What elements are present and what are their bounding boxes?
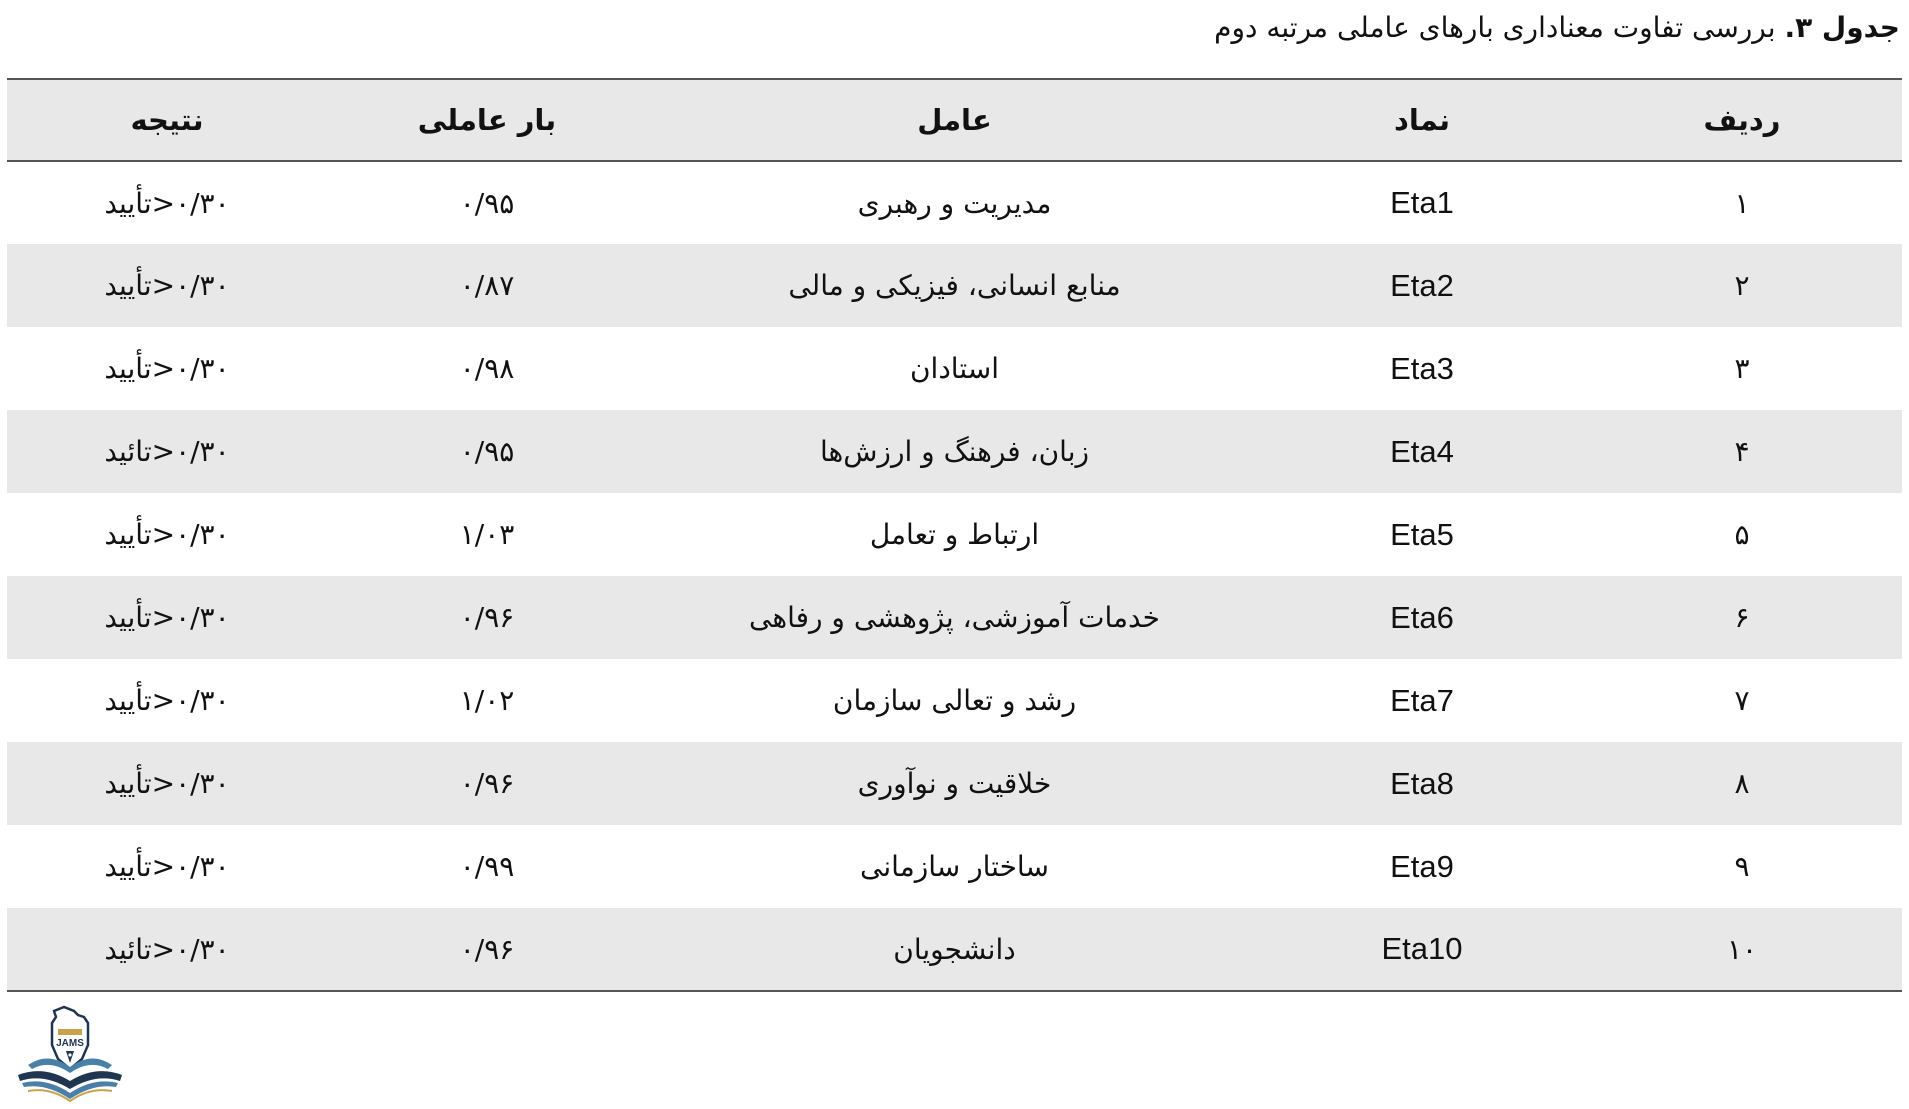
cell-row-number: ۱۰ bbox=[1582, 908, 1902, 991]
cell-factor: دانشجویان bbox=[647, 908, 1262, 991]
header-row-number: ردیف bbox=[1582, 79, 1902, 161]
jams-emblem-icon bbox=[8, 1005, 132, 1105]
cell-result: ۰/۳۰<تأیید bbox=[104, 352, 230, 385]
cell-factor-loading: ۱/۰۳ bbox=[459, 518, 515, 551]
cell-factor: استادان bbox=[909, 352, 1000, 385]
table-caption bbox=[500, 8, 1900, 48]
svg-text:JAMS: JAMS bbox=[56, 1038, 84, 1049]
data-table bbox=[7, 78, 1902, 992]
cell-row-number: ۹ bbox=[1734, 850, 1750, 883]
cell-symbol: Eta8 bbox=[1390, 765, 1454, 801]
cell-row-number: ۲ bbox=[1734, 269, 1750, 302]
cell-result: ۰/۳۰<تأیید bbox=[104, 269, 230, 302]
cell-row-number: ۴ bbox=[1734, 435, 1750, 468]
cell-factor: رشد و تعالی سازمان bbox=[832, 684, 1077, 717]
cell-result: ۰/۳۰<تأیید bbox=[104, 601, 230, 634]
cell-factor-loading: ۰/۹۵ bbox=[459, 435, 515, 468]
cell-factor: ارتباط و تعامل bbox=[869, 518, 1040, 551]
cell-result: ۰/۳۰<تائید bbox=[104, 435, 230, 468]
cell-row-number: ۶ bbox=[1734, 601, 1750, 634]
cell-factor: ساختار سازمانی bbox=[860, 850, 1049, 883]
cell-result: ۰/۳۰<تأیید bbox=[104, 684, 230, 717]
cell-factor: خدمات آموزشی، پژوهشی و رفاهی bbox=[748, 601, 1160, 634]
cell-factor-loading: ۱/۰۲ bbox=[459, 684, 515, 717]
cell-row-number: ۷ bbox=[1734, 684, 1750, 717]
table-row bbox=[7, 908, 1902, 991]
journal-logo bbox=[8, 1005, 132, 1105]
cell-symbol: Eta7 bbox=[1390, 682, 1454, 718]
table-row bbox=[7, 576, 1902, 659]
cell-result: ۰/۳۰<تأیید bbox=[104, 518, 230, 551]
cell-symbol: Eta9 bbox=[1390, 848, 1454, 884]
cell-symbol: Eta2 bbox=[1390, 267, 1454, 303]
header-symbol: نماد bbox=[1262, 79, 1582, 161]
cell-result: ۰/۳۰<تأیید bbox=[104, 767, 230, 800]
cell-row-number: ۱ bbox=[1734, 186, 1750, 220]
table-row bbox=[7, 493, 1902, 576]
cell-factor-loading: ۰/۹۵ bbox=[459, 186, 515, 220]
table-row bbox=[7, 327, 1902, 410]
cell-symbol: Eta3 bbox=[1390, 350, 1454, 386]
cell-factor-loading: ۰/۹۶ bbox=[459, 601, 515, 634]
cell-factor-loading: ۰/۹۸ bbox=[459, 352, 515, 385]
table-row bbox=[7, 161, 1902, 244]
cell-factor-loading: ۰/۹۶ bbox=[459, 767, 515, 800]
cell-result: ۰/۳۰<تائید bbox=[7, 908, 327, 991]
table-row bbox=[7, 742, 1902, 825]
cell-factor-loading: ۰/۸۷ bbox=[459, 269, 515, 302]
caption-label: جدول ۳. bbox=[1784, 11, 1900, 44]
cell-factor: مدیریت و رهبری bbox=[857, 186, 1052, 220]
header-factor: عامل bbox=[647, 79, 1262, 161]
cell-result: ۰/۳۰<تأیید bbox=[104, 186, 230, 220]
cell-factor: خلاقیت و نوآوری bbox=[857, 767, 1052, 800]
cell-symbol: Eta4 bbox=[1390, 433, 1454, 469]
cell-factor: زبان، فرهنگ و ارزش‌ها bbox=[819, 435, 1090, 468]
cell-row-number: ۳ bbox=[1734, 352, 1750, 385]
cell-result: ۰/۳۰<تأیید bbox=[104, 850, 230, 883]
cell-symbol: Eta1 bbox=[1390, 185, 1454, 220]
header-result: نتیجه bbox=[7, 79, 327, 161]
table-row bbox=[7, 410, 1902, 493]
cell-factor-loading: ۰/۹۶ bbox=[327, 908, 647, 991]
cell-row-number: ۸ bbox=[1734, 767, 1750, 800]
table-row bbox=[7, 244, 1902, 327]
table-row bbox=[7, 825, 1902, 908]
cell-symbol: Eta10 bbox=[1262, 908, 1582, 991]
table-header-row bbox=[7, 79, 1902, 161]
cell-row-number: ۵ bbox=[1734, 518, 1750, 551]
cell-symbol: Eta5 bbox=[1390, 516, 1454, 552]
data-table-container bbox=[7, 78, 1902, 992]
table-row bbox=[7, 659, 1902, 742]
header-factor-loading: بار عاملی bbox=[327, 79, 647, 161]
cell-symbol: Eta6 bbox=[1390, 599, 1454, 635]
cell-factor-loading: ۰/۹۹ bbox=[459, 850, 515, 883]
caption-text: بررسی تفاوت معناداری بارهای عاملی مرتبه دوم bbox=[1214, 11, 1785, 44]
cell-factor: منابع انسانی، فیزیکی و مالی bbox=[788, 269, 1121, 302]
